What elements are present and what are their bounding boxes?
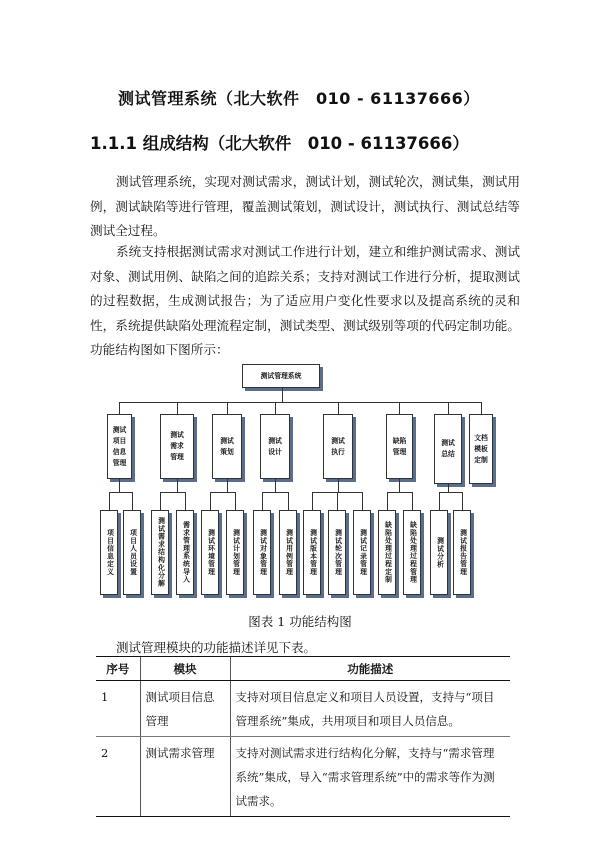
function-table <box>96 656 510 817</box>
header-module: 模块 <box>140 657 230 681</box>
table-row <box>96 737 510 817</box>
row-module: 测试项目信息管理 <box>140 681 230 737</box>
section-heading: 1.1.1 组成结构（北大软件 010 - 61137666） <box>90 134 469 153</box>
chart-leaf-version-management: 测试版本管理 <box>303 510 321 595</box>
row-description: 支持对测试需求进行结构化分解，支持与“需求管理系统”集成，导入“需求管理系统”中的需求等作为测试需求。 <box>230 737 510 817</box>
row-index: 1 <box>96 681 140 737</box>
figure-caption: 图表 1 功能结构图 <box>248 614 352 629</box>
chart-node-test-execution: 测试执行 <box>323 414 353 479</box>
chart-leaf-record-management: 测试记录管理 <box>353 510 371 595</box>
chart-leaf-requirement-decomposition: 测试需求结构化分解 <box>151 510 169 595</box>
chart-leaf-plan-management: 测试计划管理 <box>226 510 244 595</box>
table-header-row <box>96 657 510 681</box>
header-description: 功能描述 <box>230 657 510 681</box>
paragraph-1: 测试管理系统，实现对测试需求，测试计划，测试轮次，测试集，测试用例，测试缺陷等进行管理，覆盖测试策划，测试设计，测试执行、测试总结等测试全过程。 <box>90 174 520 238</box>
chart-node-test-summary: 测试总结 <box>434 414 462 484</box>
chart-node-test-planning: 测试策划 <box>212 414 242 479</box>
chart-leaf-case-management: 测试用例管理 <box>279 510 297 595</box>
chart-node-test-requirement: 测试需求管理 <box>160 414 194 479</box>
chart-leaf-test-analysis: 测试分析 <box>430 510 448 595</box>
chart-leaf-report-management: 测试报告管理 <box>453 510 471 595</box>
chart-node-defect-management: 缺陷管理 <box>386 414 413 479</box>
chart-leaf-round-management: 测试轮次管理 <box>328 510 346 595</box>
page-title: 测试管理系统（北大软件 010 - 61137666） <box>118 89 480 108</box>
chart-leaf-object-management: 测试对象管理 <box>253 510 271 595</box>
chart-node-doc-template: 文档模板定制 <box>469 414 493 484</box>
header-index: 序号 <box>96 657 140 681</box>
chart-leaf-defect-flow-management: 缺陷处理过程管理 <box>403 510 421 595</box>
chart-root-node: 测试管理系统 <box>242 364 320 388</box>
chart-node-test-project-info: 测试项目信息管理 <box>107 414 132 479</box>
row-index: 2 <box>96 737 140 817</box>
chart-leaf-project-info-definition: 项目信息定义 <box>100 510 118 595</box>
function-structure-chart <box>98 355 508 610</box>
table-row <box>96 681 510 737</box>
paragraph-2: 系统支持根据测试需求对测试工作进行计划，建立和维护测试需求、测试对象、测试用例、缺陷之间的追踪关系；支持对测试工作进行分析，提取测试的过程数据，生成测试报告；为了适应用户变化性要求以及提高系统的灵和性，系统提供缺陷处理流程定制，测试类型、测试级别等项的代码定制功能。功能结构图如下图所示： <box>90 244 520 357</box>
chart-leaf-project-staff-setting: 项目人员设置 <box>123 510 141 595</box>
row-description: 支持对项目信息定义和项目人员设置，支持与“项目管理系统”集成，共用项目和项目人员信息。 <box>230 681 510 737</box>
chart-leaf-defect-flow-customization: 缺陷处理过程定制 <box>378 510 396 595</box>
chart-leaf-requirement-import: 需求管理系统导入 <box>176 510 194 595</box>
table-intro: 测试管理模块的功能描述详见下表。 <box>116 640 317 655</box>
chart-node-test-design: 测试设计 <box>260 414 290 479</box>
chart-leaf-environment-management: 测试环境管理 <box>201 510 219 595</box>
row-module: 测试需求管理 <box>140 737 230 817</box>
